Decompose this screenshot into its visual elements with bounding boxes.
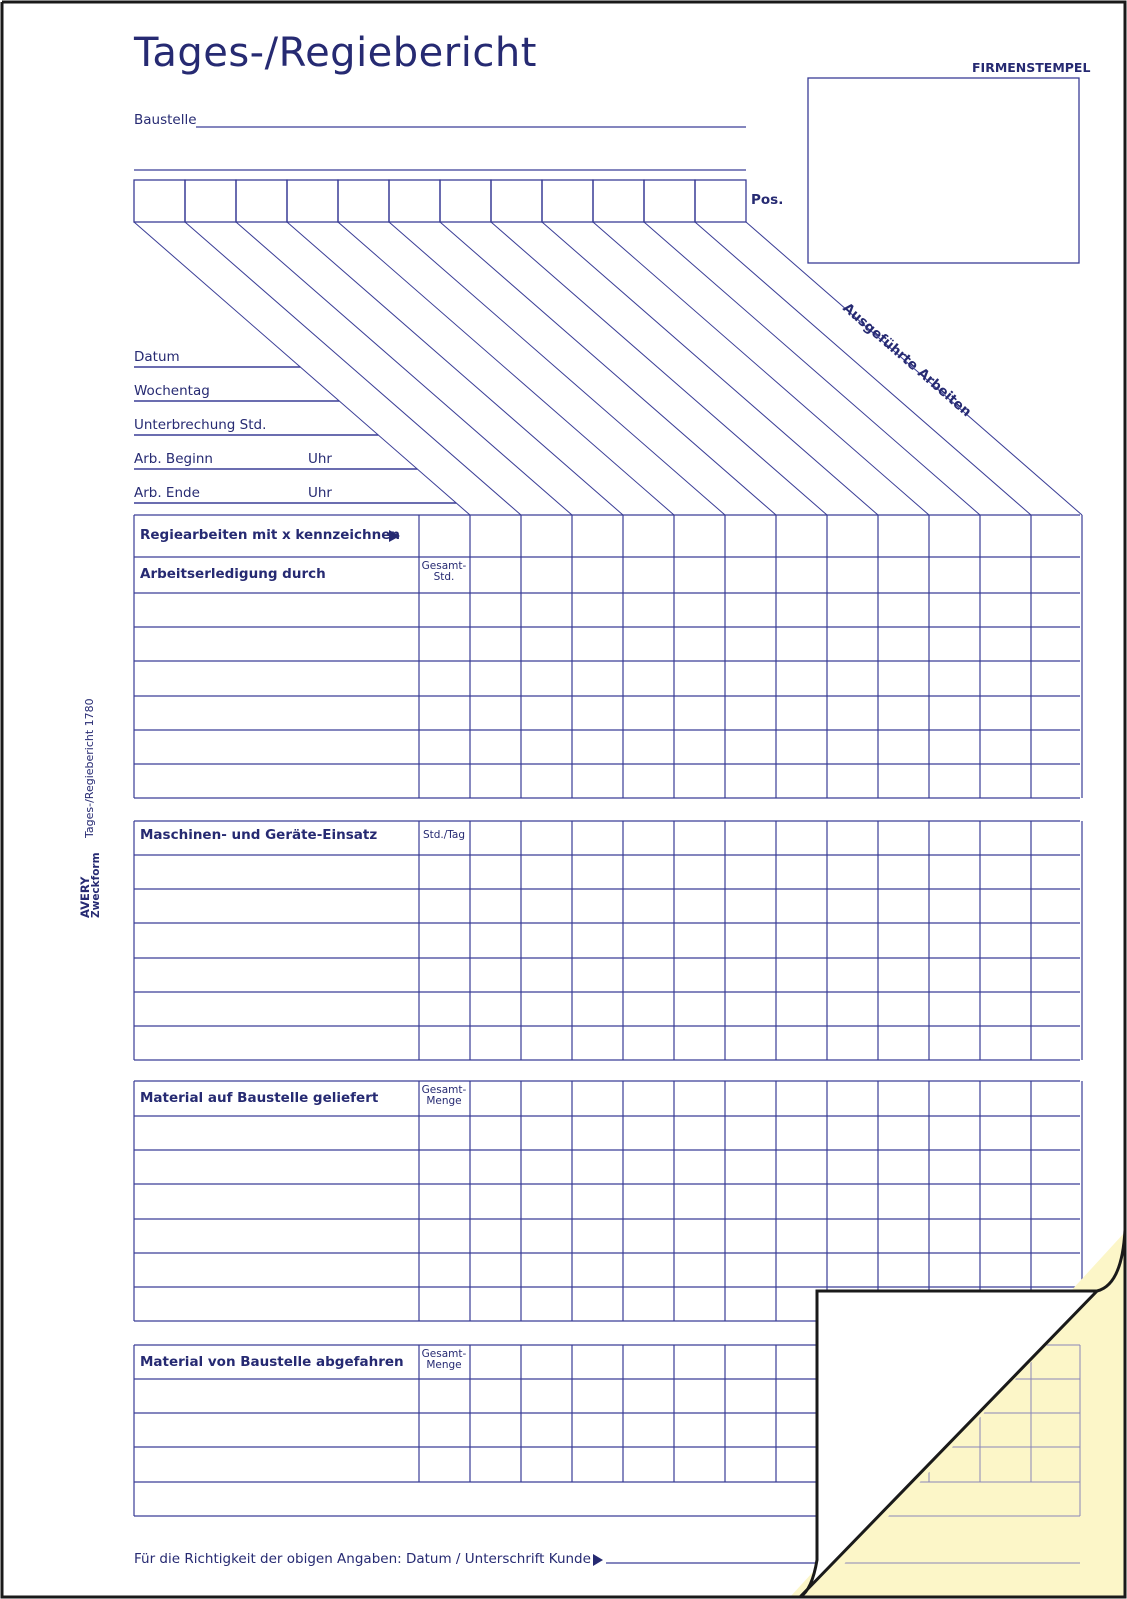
work-start-unit: Uhr bbox=[308, 451, 332, 467]
section-title-labor: Arbeitserledigung durch bbox=[140, 566, 326, 582]
side-form-label: Tages-/Regiebericht 1780 bbox=[83, 698, 96, 838]
work-end-unit: Uhr bbox=[308, 485, 332, 501]
section-title-machines: Maschinen- und Geräte-Einsatz bbox=[140, 827, 378, 843]
total-label-line-2: Std. bbox=[433, 571, 455, 583]
section-title-material-delivered: Material auf Baustelle geliefert bbox=[140, 1090, 379, 1106]
total-label-line-1: Gesamt- bbox=[421, 1348, 467, 1360]
footer-signature-label: Für die Richtigkeit der obigen Angaben: Datum / Unterschrift Kunde bbox=[134, 1551, 591, 1567]
total-label-line-1: Gesamt- bbox=[421, 560, 467, 572]
construction-site-label: Baustelle bbox=[134, 112, 197, 128]
performed-work-label: Ausgeführte Arbeiten bbox=[839, 300, 975, 421]
regie-label: Regiearbeiten mit x kennzeichnen bbox=[140, 527, 401, 543]
brand-line-1: AVERY bbox=[78, 876, 92, 918]
break-hours-label: Unterbrechung Std. bbox=[134, 417, 267, 433]
company-stamp-label: FIRMENSTEMPEL bbox=[972, 60, 1091, 75]
total-label-line-2: Menge bbox=[426, 1095, 462, 1107]
work-start-label: Arb. Beginn bbox=[134, 451, 213, 467]
form-title: Tages-/Regiebericht bbox=[134, 30, 537, 76]
section-title-material-removed: Material von Baustelle abgefahren bbox=[140, 1354, 404, 1370]
work-end-label: Arb. Ende bbox=[134, 485, 200, 501]
weekday-label: Wochentag bbox=[134, 383, 210, 399]
pos-label: Pos. bbox=[751, 192, 784, 208]
date-label: Datum bbox=[134, 349, 180, 365]
brand-line-2: Zweckform bbox=[90, 852, 102, 918]
total-label-line-1: Gesamt- bbox=[421, 1084, 467, 1096]
total-label-line-1: Std./Tag bbox=[422, 829, 466, 841]
total-label-line-2: Menge bbox=[426, 1359, 462, 1371]
